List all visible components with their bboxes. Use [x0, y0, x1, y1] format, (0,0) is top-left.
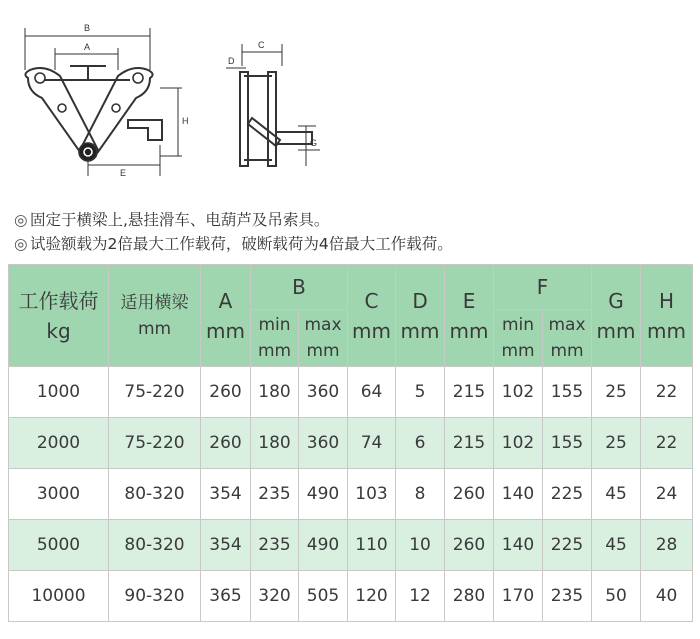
label-h: H [182, 116, 189, 126]
header-b-max [299, 310, 348, 367]
header-b-max-unit: mm [306, 341, 340, 361]
cell: 260 [201, 367, 251, 418]
cell: 140 [494, 520, 543, 571]
cell: 40 [641, 571, 693, 622]
header-d [396, 265, 445, 367]
cell: 10000 [9, 571, 109, 622]
header-b-min [251, 310, 299, 367]
cell: 505 [299, 571, 348, 622]
cell: 102 [494, 418, 543, 469]
spec-table [8, 264, 693, 622]
table-row [9, 571, 693, 622]
header-f: F [494, 265, 592, 310]
cell: 354 [201, 469, 251, 520]
note-bullet-2: ◎ [14, 235, 28, 253]
table-row [9, 367, 693, 418]
label-c: C [258, 40, 265, 50]
header-g-label: G [608, 288, 624, 313]
cell: 5 [396, 367, 445, 418]
label-b: B [84, 23, 91, 33]
note-bullet-1: ◎ [14, 211, 28, 229]
cell: 320 [251, 571, 299, 622]
header-g-unit: mm [596, 318, 636, 343]
header-e-unit: mm [449, 318, 489, 343]
cell: 75-220 [109, 367, 201, 418]
cell: 155 [543, 367, 592, 418]
cell: 225 [543, 520, 592, 571]
cell: 225 [543, 469, 592, 520]
header-e [445, 265, 494, 367]
table-row [9, 418, 693, 469]
cell: 22 [641, 418, 693, 469]
cell: 10 [396, 520, 445, 571]
label-e: E [120, 168, 127, 178]
header-load-label: 工作载荷 [18, 288, 99, 313]
cell: 235 [251, 469, 299, 520]
cell: 22 [641, 367, 693, 418]
cell: 110 [348, 520, 396, 571]
cell: 80-320 [109, 520, 201, 571]
cell: 365 [201, 571, 251, 622]
header-beam [109, 265, 201, 367]
cell: 490 [299, 520, 348, 571]
header-load [9, 265, 109, 367]
cell: 75-220 [109, 418, 201, 469]
header-h-label: H [659, 288, 675, 313]
cell: 24 [641, 469, 693, 520]
cell: 235 [543, 571, 592, 622]
cell: 280 [445, 571, 494, 622]
cell: 120 [348, 571, 396, 622]
header-f-min [494, 310, 543, 367]
cell: 1000 [9, 367, 109, 418]
header-f-min-unit: mm [501, 341, 535, 361]
header-b-max-label: max [304, 315, 342, 335]
cell: 360 [299, 418, 348, 469]
header-a-label: A [218, 288, 233, 313]
cell: 74 [348, 418, 396, 469]
header-c-unit: mm [352, 318, 391, 343]
note-2-text: 试验额载为2倍最大工作载荷，破断载荷为4倍最大工作载荷。 [30, 235, 453, 253]
header-f-min-label: min [501, 315, 535, 335]
cell: 180 [251, 418, 299, 469]
cell: 360 [299, 367, 348, 418]
cell: 102 [494, 367, 543, 418]
cell: 490 [299, 469, 348, 520]
cell: 215 [445, 367, 494, 418]
header-g [592, 265, 641, 367]
note-1 [14, 208, 453, 232]
cell: 6 [396, 418, 445, 469]
cell: 5000 [9, 520, 109, 571]
header-a [201, 265, 251, 367]
cell: 25 [592, 418, 641, 469]
cell: 260 [445, 520, 494, 571]
header-h [641, 265, 693, 367]
header-f-max-label: max [548, 315, 586, 335]
cell: 90-320 [109, 571, 201, 622]
header-c-label: C [364, 288, 379, 313]
header-b: B [251, 265, 348, 310]
cell: 235 [251, 520, 299, 571]
header-load-unit: kg [46, 318, 71, 343]
header-beam-unit: mm [137, 318, 172, 339]
header-f-max [543, 310, 592, 367]
label-d: D [228, 56, 235, 66]
cell: 140 [494, 469, 543, 520]
header-beam-label: 适用横梁 [120, 292, 189, 313]
cell: 3000 [9, 469, 109, 520]
label-a: A [84, 42, 91, 52]
note-1-text: 固定于横梁上,悬挂滑车、电葫芦及吊索具。 [30, 211, 330, 229]
cell: 45 [592, 469, 641, 520]
cell: 180 [251, 367, 299, 418]
table-row [9, 520, 693, 571]
cell: 45 [592, 520, 641, 571]
cell: 170 [494, 571, 543, 622]
table-row [9, 469, 693, 520]
cell: 155 [543, 418, 592, 469]
cell: 260 [445, 469, 494, 520]
cell: 12 [396, 571, 445, 622]
cell: 2000 [9, 418, 109, 469]
beam-clamp-diagram [0, 0, 700, 200]
cell: 8 [396, 469, 445, 520]
header-d-label: D [412, 288, 428, 313]
cell: 103 [348, 469, 396, 520]
cell: 64 [348, 367, 396, 418]
header-f-max-unit: mm [550, 341, 584, 361]
header-h-unit: mm [647, 318, 687, 343]
cell: 25 [592, 367, 641, 418]
cell: 215 [445, 418, 494, 469]
cell: 354 [201, 520, 251, 571]
product-notes [14, 208, 453, 256]
label-g: G [310, 138, 318, 148]
header-d-unit: mm [400, 318, 440, 343]
cell: 28 [641, 520, 693, 571]
cell: 80-320 [109, 469, 201, 520]
header-b-min-label: min [258, 315, 291, 335]
header-e-label: E [462, 288, 476, 313]
cell: 260 [201, 418, 251, 469]
note-2 [14, 232, 453, 256]
header-a-unit: mm [206, 318, 245, 343]
header-b-min-unit: mm [257, 341, 292, 361]
cell: 50 [592, 571, 641, 622]
technical-drawings [0, 0, 700, 200]
header-c [348, 265, 396, 367]
